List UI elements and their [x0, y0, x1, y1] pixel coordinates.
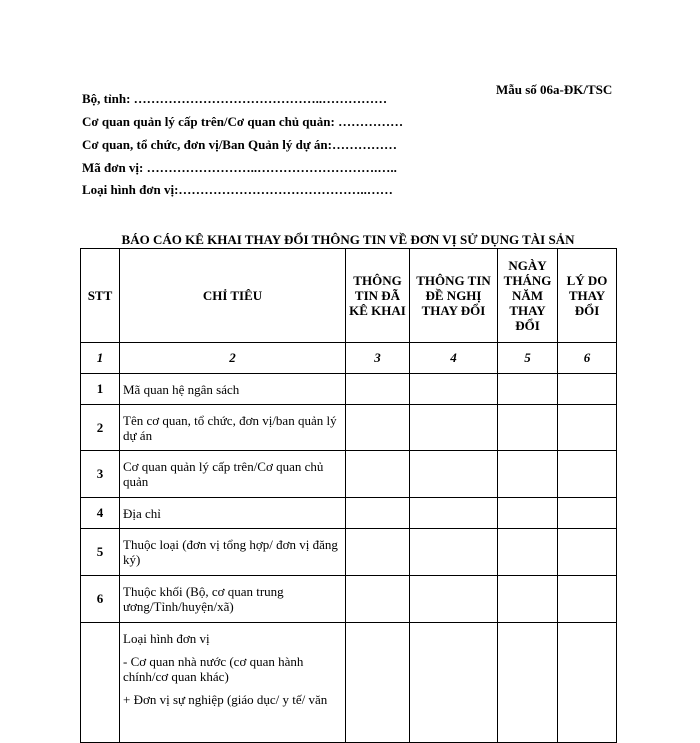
reason-cell — [558, 529, 617, 576]
unit-line: Cơ quan, tổ chức, đơn vị/Ban Quản lý dự án:…………… — [82, 137, 397, 152]
declared-info-cell — [346, 405, 410, 451]
row-indicator: Địa chỉ — [120, 498, 346, 529]
unit-type-option: + Đơn vị sự nghiệp (giáo dục/ y tế/ văn — [123, 692, 328, 707]
declared-info-cell — [346, 374, 410, 405]
reason-cell — [558, 451, 617, 498]
table-row — [81, 405, 617, 451]
col-number: 2 — [120, 343, 346, 374]
row-indicator: Thuộc loại (đơn vị tổng hợp/ đơn vị đăng ký) — [120, 529, 346, 576]
col-header-stt: STT — [81, 249, 120, 343]
table-row — [81, 623, 617, 743]
proposed-change-cell — [410, 451, 498, 498]
change-date-cell — [498, 374, 558, 405]
change-date-cell — [498, 576, 558, 623]
change-date-cell — [498, 451, 558, 498]
unit-type-option: - Cơ quan nhà nước (cơ quan hành chính/cơ quan khác) — [123, 654, 304, 684]
row-indicator: Thuộc khối (Bộ, cơ quan trung ương/Tỉnh/huyện/xã) — [120, 576, 346, 623]
change-date-cell — [498, 498, 558, 529]
unit-code-line: Mã đơn vị: ……………………..……………………….….. — [82, 160, 397, 175]
col-number: 1 — [81, 343, 120, 374]
row-stt: 2 — [81, 405, 120, 451]
table-row — [81, 529, 617, 576]
col-header-declared-info: THÔNG TIN ĐÃ KÊ KHAI — [346, 249, 410, 343]
change-date-cell — [498, 405, 558, 451]
unit-type-label: Loại hình đơn vị — [123, 631, 210, 646]
col-header-reason: LÝ DO THAY ĐỔI — [558, 249, 617, 343]
reason-cell — [558, 405, 617, 451]
table-row — [81, 374, 617, 405]
table-header-row — [81, 249, 617, 343]
report-table — [80, 248, 617, 743]
proposed-change-cell — [410, 498, 498, 529]
table-row — [81, 451, 617, 498]
col-header-proposed-change: THÔNG TIN ĐỀ NGHỊ THAY ĐỔI — [410, 249, 498, 343]
declared-info-cell — [346, 576, 410, 623]
ministry-line: Bộ, tỉnh: ……………………………………..…………… — [82, 91, 388, 106]
change-date-cell — [498, 623, 558, 743]
declared-info-cell — [346, 623, 410, 743]
col-header-indicator: CHỈ TIÊU — [120, 249, 346, 343]
col-number: 3 — [346, 343, 410, 374]
table-row — [81, 498, 617, 529]
declared-info-cell — [346, 498, 410, 529]
proposed-change-cell — [410, 529, 498, 576]
form-code: Mẫu số 06a-ĐK/TSC — [496, 82, 613, 97]
row-stt: 3 — [81, 451, 120, 498]
table-row — [81, 576, 617, 623]
row-stt: 1 — [81, 374, 120, 405]
change-date-cell — [498, 529, 558, 576]
reason-cell — [558, 576, 617, 623]
reason-cell — [558, 374, 617, 405]
col-number: 6 — [558, 343, 617, 374]
row-stt — [81, 623, 120, 743]
reason-cell — [558, 498, 617, 529]
column-number-row — [81, 343, 617, 374]
row-indicator — [120, 623, 346, 743]
row-stt: 6 — [81, 576, 120, 623]
row-stt: 5 — [81, 529, 120, 576]
col-header-change-date: NGÀY THÁNG NĂM THAY ĐỔI — [498, 249, 558, 343]
unit-type-line: Loại hình đơn vị:……………………………………..…… — [82, 182, 393, 197]
row-indicator: Cơ quan quản lý cấp trên/Cơ quan chủ quản — [120, 451, 346, 498]
proposed-change-cell — [410, 576, 498, 623]
col-number: 4 — [410, 343, 498, 374]
superior-agency-line: Cơ quan quản lý cấp trên/Cơ quan chủ quản: …………… — [82, 114, 404, 129]
declared-info-cell — [346, 529, 410, 576]
row-stt: 4 — [81, 498, 120, 529]
report-title: BÁO CÁO KÊ KHAI THAY ĐỔI THÔNG TIN VỀ ĐƠN VỊ SỬ DỤNG TÀI SẢN — [121, 232, 575, 247]
col-number: 5 — [498, 343, 558, 374]
row-indicator: Tên cơ quan, tổ chức, đơn vị/ban quản lý dự án — [120, 405, 346, 451]
declared-info-cell — [346, 451, 410, 498]
proposed-change-cell — [410, 623, 498, 743]
reason-cell — [558, 623, 617, 743]
row-indicator: Mã quan hệ ngân sách — [120, 374, 346, 405]
proposed-change-cell — [410, 374, 498, 405]
proposed-change-cell — [410, 405, 498, 451]
